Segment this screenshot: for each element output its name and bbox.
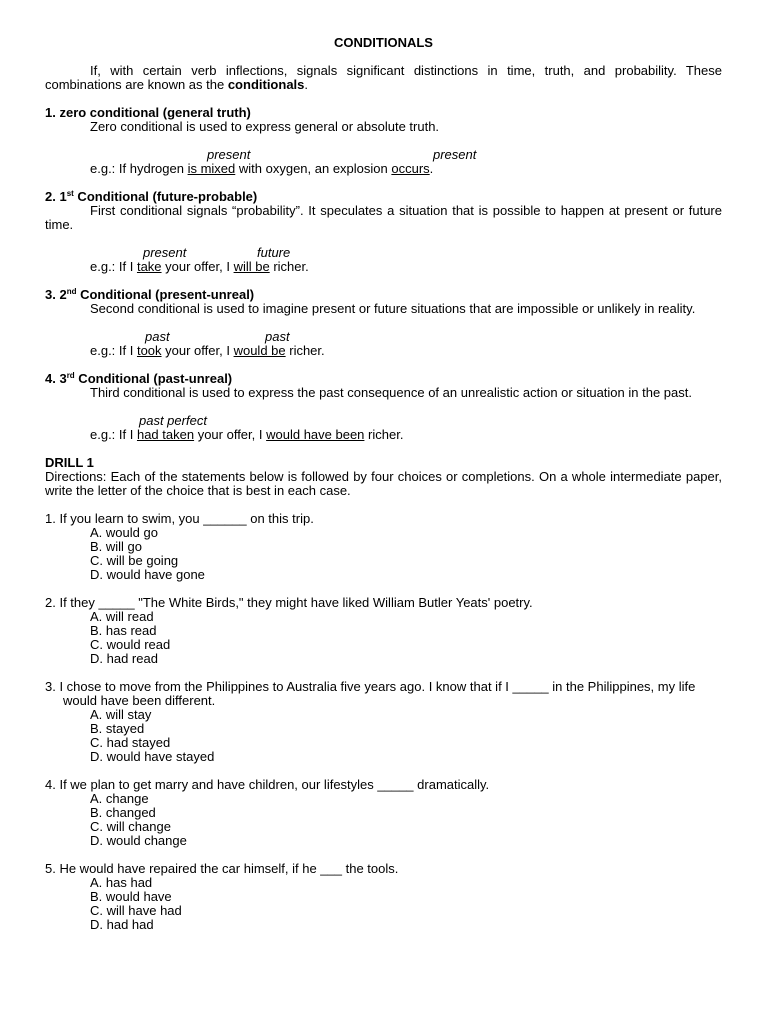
choice-option: D. had had [90, 917, 154, 932]
choice-list [45, 792, 722, 848]
choice-option: B. has read [90, 623, 157, 638]
example-sentence [90, 162, 722, 176]
section-description: First conditional signals “probability”. It speculates a situation that is possible to happen at present or future time. [45, 203, 722, 232]
question-text: 3. I chose to move from the Philippines to Australia five years ago. I know that if I _____ in the Philippines, my life would have been different. [45, 679, 696, 708]
document-title: CONDITIONALS [334, 35, 433, 50]
choice-option: C. would read [90, 637, 171, 652]
document-page [45, 36, 722, 932]
example-verb: will be [233, 259, 270, 274]
example-verb: occurs [391, 161, 430, 176]
choice-option: A. will read [90, 609, 154, 624]
question-item [45, 680, 722, 764]
choice-list [45, 526, 722, 582]
example-text: richer. [364, 427, 404, 442]
example-verb: is mixed [187, 161, 236, 176]
choice-option: D. would have stayed [90, 749, 215, 764]
example-verb: had taken [136, 427, 195, 442]
example-text: with oxygen, an explosion [235, 161, 392, 176]
example-text: . [429, 161, 434, 176]
tense-label: past [145, 329, 170, 344]
section-heading-text: Conditional (future-probable) [73, 189, 258, 204]
example-text: e.g.: If I [90, 343, 137, 358]
choice-option: B. changed [90, 805, 156, 820]
choice-option: C. will change [90, 819, 171, 834]
choice-option: D. would change [90, 833, 187, 848]
example-text: richer. [269, 259, 309, 274]
example-block [45, 246, 722, 274]
example-text: your offer, I [161, 259, 234, 274]
example-verb: took [136, 343, 162, 358]
tense-label: present [433, 147, 477, 162]
question-text: 4. If we plan to get marry and have children, our lifestyles _____ dramatically. [45, 777, 490, 792]
tense-label: present [207, 147, 251, 162]
question-item [45, 596, 722, 666]
example-text: e.g.: If hydrogen [90, 161, 188, 176]
question-text: 5. He would have repaired the car himself, if he ___ the tools. [45, 861, 399, 876]
question-item [45, 778, 722, 848]
question-item [45, 862, 722, 932]
tense-labels [90, 414, 722, 428]
question-item [45, 512, 722, 582]
section-heading-text: Conditional (present-unreal) [76, 287, 255, 302]
question-text: 2. If they _____ "The White Birds," they might have liked William Butler Yeats' poetry. [45, 595, 533, 610]
choice-list [45, 876, 722, 932]
example-text: your offer, I [161, 343, 234, 358]
section-number: 1. [45, 105, 60, 120]
section-heading-first [45, 190, 722, 204]
intro-text-start: If, with certain verb inflections, signals significant distinctions in time, truth, and probability. These combinations are known as the [45, 63, 722, 92]
intro-bold-term: conditionals [227, 77, 305, 92]
section-description: Second conditional is used to imagine present or future situations that are impossible or unlikely in reality. [90, 301, 696, 316]
example-text: e.g.: If I [90, 427, 137, 442]
intro-paragraph [45, 64, 722, 92]
section-description: Zero conditional is used to express general or absolute truth. [90, 119, 440, 134]
example-text: your offer, I [194, 427, 267, 442]
section-description: Third conditional is used to express the past consequence of an unrealistic action or situation in the past. [90, 385, 692, 400]
ordinal-suffix: st [66, 189, 74, 198]
drill-title: DRILL 1 [45, 455, 94, 470]
example-verb: would have been [266, 427, 365, 442]
section-heading-text: Conditional (past-unreal) [74, 371, 233, 386]
example-text: richer. [285, 343, 325, 358]
example-sentence [90, 428, 722, 442]
example-sentence [90, 260, 722, 274]
tense-labels [90, 148, 722, 162]
section-number: 4. 3 [45, 371, 67, 386]
choice-option: B. would have [90, 889, 172, 904]
ordinal-suffix: rd [66, 371, 75, 380]
section-number: 2. 1 [45, 189, 67, 204]
example-block [45, 148, 722, 176]
choice-option: A. would go [90, 525, 158, 540]
choice-option: A. has had [90, 875, 153, 890]
choice-option: C. will have had [90, 903, 182, 918]
tense-label: past [265, 329, 290, 344]
section-number: 3. 2 [45, 287, 67, 302]
choice-list [45, 708, 722, 764]
tense-label: present [143, 245, 187, 260]
choice-option: C. had stayed [90, 735, 171, 750]
choice-option: D. would have gone [90, 567, 205, 582]
tense-label: future [257, 245, 291, 260]
choice-option: A. change [90, 791, 149, 806]
example-block [45, 330, 722, 358]
section-heading-text: zero conditional (general truth) [59, 105, 251, 120]
choice-option: B. will go [90, 539, 143, 554]
section-heading-third [45, 372, 722, 386]
drill-directions: Directions: Each of the statements below is followed by four choices or completions. On a whole intermediate paper, write the letter of the choice that is best in each case. [45, 469, 722, 498]
intro-text-end: . [304, 77, 309, 92]
example-verb: would be [233, 343, 286, 358]
choice-option: B. stayed [90, 721, 145, 736]
choice-list [45, 610, 722, 666]
example-block [45, 414, 722, 442]
question-text: 1. If you learn to swim, you ______ on this trip. [45, 511, 314, 526]
example-verb: take [136, 259, 162, 274]
section-heading-second [45, 288, 722, 302]
section-heading-zero [45, 106, 722, 120]
tense-labels [90, 246, 722, 260]
example-text: e.g.: If I [90, 259, 137, 274]
ordinal-suffix: nd [66, 287, 77, 296]
choice-option: C. will be going [90, 553, 179, 568]
tense-label: past perfect [139, 413, 207, 428]
example-sentence [90, 344, 722, 358]
tense-labels [90, 330, 722, 344]
choice-option: A. will stay [90, 707, 152, 722]
choice-option: D. had read [90, 651, 158, 666]
